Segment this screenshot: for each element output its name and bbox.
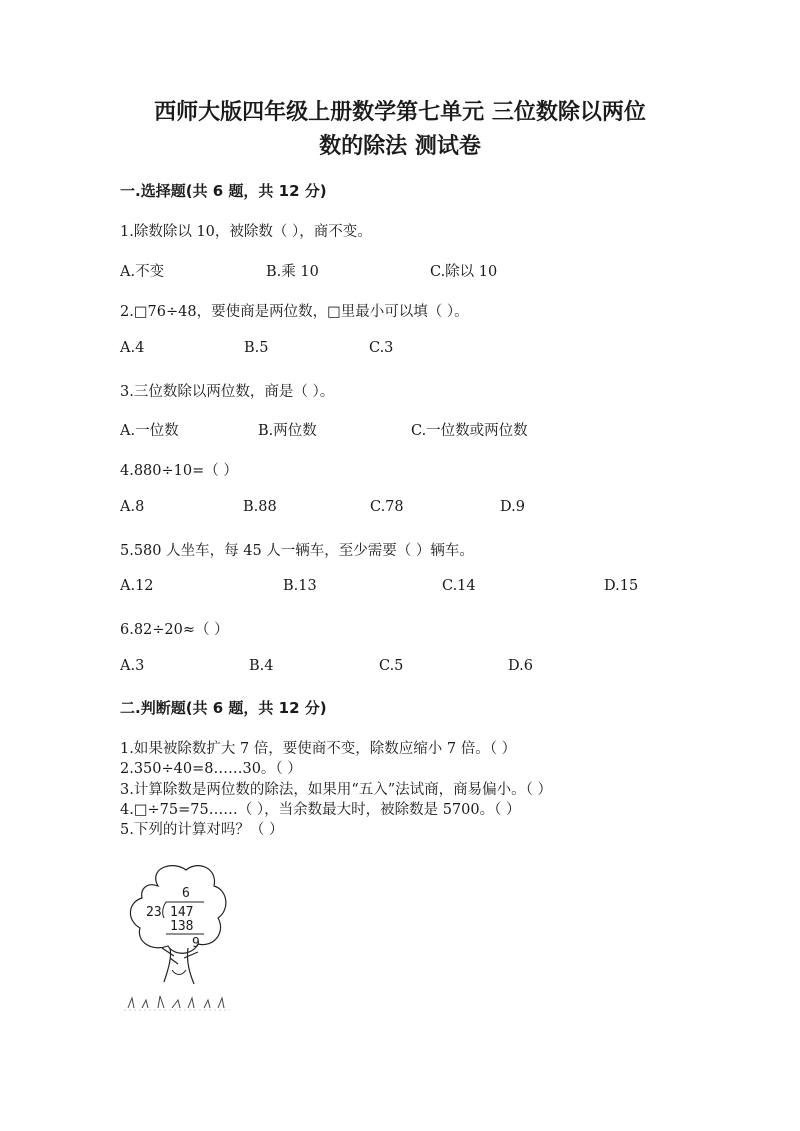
page-title bbox=[100, 96, 700, 164]
judgement-1: 1.如果被除数扩大 7 倍，要使商不变，除数应缩小 7 倍。（ ） bbox=[120, 741, 517, 757]
trunk-detail bbox=[172, 970, 186, 975]
section-heading-choice: 一.选择题(共 6 题，共 12 分) bbox=[120, 182, 327, 200]
judgement-4: 4.□÷75=75……（ ），当余数最大时，被除数是 5700。（ ） bbox=[120, 802, 521, 818]
question-3: 3.三位数除以两位数，商是（ ）。 bbox=[120, 384, 335, 400]
tree-illustration bbox=[118, 858, 238, 1028]
q3-option-a: A.一位数 bbox=[120, 423, 179, 439]
q2-option-a: A.4 bbox=[120, 340, 145, 356]
q1-option-c: C.除以 10 bbox=[430, 264, 498, 280]
q6-option-c: C.5 bbox=[379, 658, 404, 674]
division-bracket bbox=[163, 902, 166, 918]
q5-option-b: B.13 bbox=[283, 578, 317, 594]
q2-option-b: B.5 bbox=[244, 340, 269, 356]
section-heading-judgement: 二.判断题(共 6 题，共 12 分) bbox=[120, 699, 327, 717]
grass bbox=[128, 996, 224, 1008]
question-6: 6.82÷20≈（ ） bbox=[120, 622, 229, 638]
division-divisor: 23 bbox=[146, 905, 162, 920]
judgement-5: 5.下列的计算对吗？（ ） bbox=[120, 822, 284, 838]
question-2: 2.□76÷48，要使商是两位数，□里最小可以填（ ）。 bbox=[120, 304, 469, 320]
q5-option-a: A.12 bbox=[120, 578, 154, 594]
question-5: 5.580 人坐车，每 45 人一辆车，至少需要（ ）辆车。 bbox=[120, 543, 474, 559]
q1-option-a: A.不变 bbox=[120, 264, 165, 280]
question-4: 4.880÷10=（ ） bbox=[120, 463, 238, 479]
title-line-2: 数的除法 测试卷 bbox=[319, 134, 481, 159]
division-product: 138 bbox=[170, 919, 194, 934]
tree-division-figure bbox=[118, 858, 238, 1028]
q6-option-a: A.3 bbox=[120, 658, 145, 674]
division-dividend: 147 bbox=[170, 905, 194, 920]
division-quotient: 6 bbox=[182, 886, 190, 901]
judgement-2: 2.350÷40=8……30。（ ） bbox=[120, 761, 302, 777]
q2-option-c: C.3 bbox=[369, 340, 394, 356]
q4-option-b: B.88 bbox=[243, 499, 277, 515]
q6-option-d: D.6 bbox=[508, 658, 533, 674]
q3-option-c: C.一位数或两位数 bbox=[411, 423, 528, 439]
judgement-3: 3.计算除数是两位数的除法，如果用“五入”法试商，商易偏小。（ ） bbox=[120, 782, 553, 798]
q4-option-a: A.8 bbox=[120, 499, 145, 515]
q5-option-c: C.14 bbox=[442, 578, 476, 594]
q4-option-c: C.78 bbox=[370, 499, 404, 515]
division-remainder: 9 bbox=[192, 936, 200, 951]
q6-option-b: B.4 bbox=[249, 658, 274, 674]
q5-option-d: D.15 bbox=[604, 578, 639, 594]
title-line-1: 西师大版四年级上册数学第七单元 三位数除以两位 bbox=[154, 100, 646, 125]
question-1: 1.除数除以 10，被除数（ ），商不变。 bbox=[120, 224, 372, 240]
q4-option-d: D.9 bbox=[500, 499, 525, 515]
q3-option-b: B.两位数 bbox=[258, 423, 317, 439]
q1-option-b: B.乘 10 bbox=[266, 264, 319, 280]
